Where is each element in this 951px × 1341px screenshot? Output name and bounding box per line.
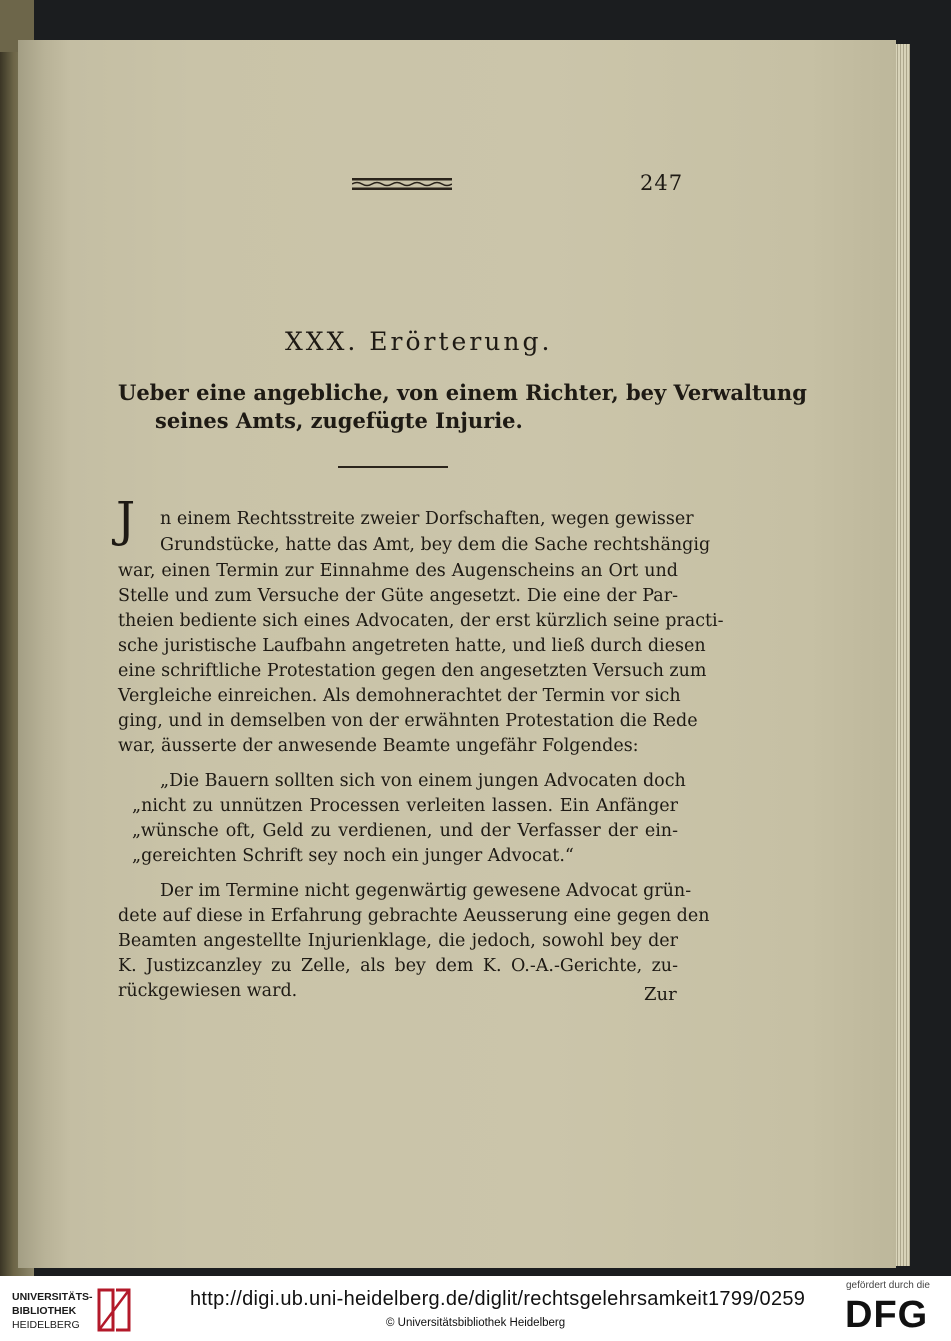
funding-note: gefördert durch die bbox=[846, 1280, 930, 1291]
library-name-line-3: HEIDELBERG bbox=[12, 1319, 80, 1331]
text-line: K. Justizcanzley zu Zelle, als bey dem K. O.-A.-Gerichte, zu- bbox=[118, 956, 678, 976]
text-line: rückgewiesen ward. bbox=[118, 981, 298, 1001]
text-line: ging, und in demselben von der erwähnten Protestation die Rede bbox=[118, 711, 698, 731]
header-ornament-rule bbox=[352, 178, 452, 190]
section-divider bbox=[338, 466, 448, 468]
text-line: Vergleiche einreichen. Als demohnerachtet der Termin vor sich bbox=[118, 686, 681, 706]
page-number: 247 bbox=[640, 171, 684, 195]
quote-line: „Die Bauern sollten sich von einem jungen Advocaten doch bbox=[160, 771, 686, 791]
text-line: dete auf diese in Erfahrung gebrachte Aeusserung eine gegen den bbox=[118, 906, 710, 926]
text-line: Stelle und zum Versuche der Güte angesetzt. Die eine der Par- bbox=[118, 586, 678, 606]
catchword: Zur bbox=[644, 984, 677, 1005]
text-line: theien bediente sich eines Advocaten, der erst kürzlich seine practi- bbox=[118, 611, 724, 631]
text-line: war, äusserte der anwesende Beamte ungefähr Folgendes: bbox=[118, 736, 639, 756]
text-line: Beamten angestellte Injurienklage, die jedoch, sowohl bey der bbox=[118, 931, 678, 951]
text-line: eine schriftliche Protestation gegen den angesetzten Versuch zum bbox=[118, 661, 707, 681]
drop-cap: J bbox=[116, 492, 136, 548]
quote-line: „gereichten Schrift sey noch ein junger Advocat.“ bbox=[132, 846, 574, 866]
chapter-subtitle-line-2: seines Amts, zugefügte Injurie. bbox=[155, 408, 523, 433]
library-name-line-1: UNIVERSITÄTS- bbox=[12, 1291, 93, 1303]
library-name-line-2: BIBLIOTHEK bbox=[12, 1305, 77, 1317]
text-line: sche juristische Laufbahn angetreten hatte, und ließ durch diesen bbox=[118, 636, 706, 656]
text-line: war, einen Termin zur Einnahme des Augenscheins an Ort und bbox=[118, 561, 678, 581]
library-emblem-icon bbox=[96, 1287, 132, 1333]
quote-line: „wünsche oft, Geld zu verdienen, und der Verfasser der ein- bbox=[132, 821, 678, 841]
dfg-logo[interactable]: DFG bbox=[845, 1294, 929, 1336]
chapter-subtitle-line-1: Ueber eine angebliche, von einem Richter, bey Verwaltung bbox=[118, 380, 807, 405]
quote-line: „nicht zu unnützen Processen verleiten lassen. Ein Anfänger bbox=[132, 796, 678, 816]
text-line: Der im Termine nicht gegenwärtig gewesene Advocat grün- bbox=[160, 881, 692, 901]
copyright-notice: © Universitätsbibliothek Heidelberg bbox=[386, 1317, 566, 1329]
chapter-heading: XXX. Erörterung. bbox=[285, 327, 553, 356]
permalink-url[interactable]: http://digi.ub.uni-heidelberg.de/diglit/rechtsgelehrsamkeit1799/0259 bbox=[190, 1288, 806, 1310]
text-line: n einem Rechtsstreite zweier Dorfschaften, wegen gewisser bbox=[160, 509, 694, 529]
text-line: Grundstücke, hatte das Amt, bey dem die Sache rechtshängig bbox=[160, 535, 711, 555]
